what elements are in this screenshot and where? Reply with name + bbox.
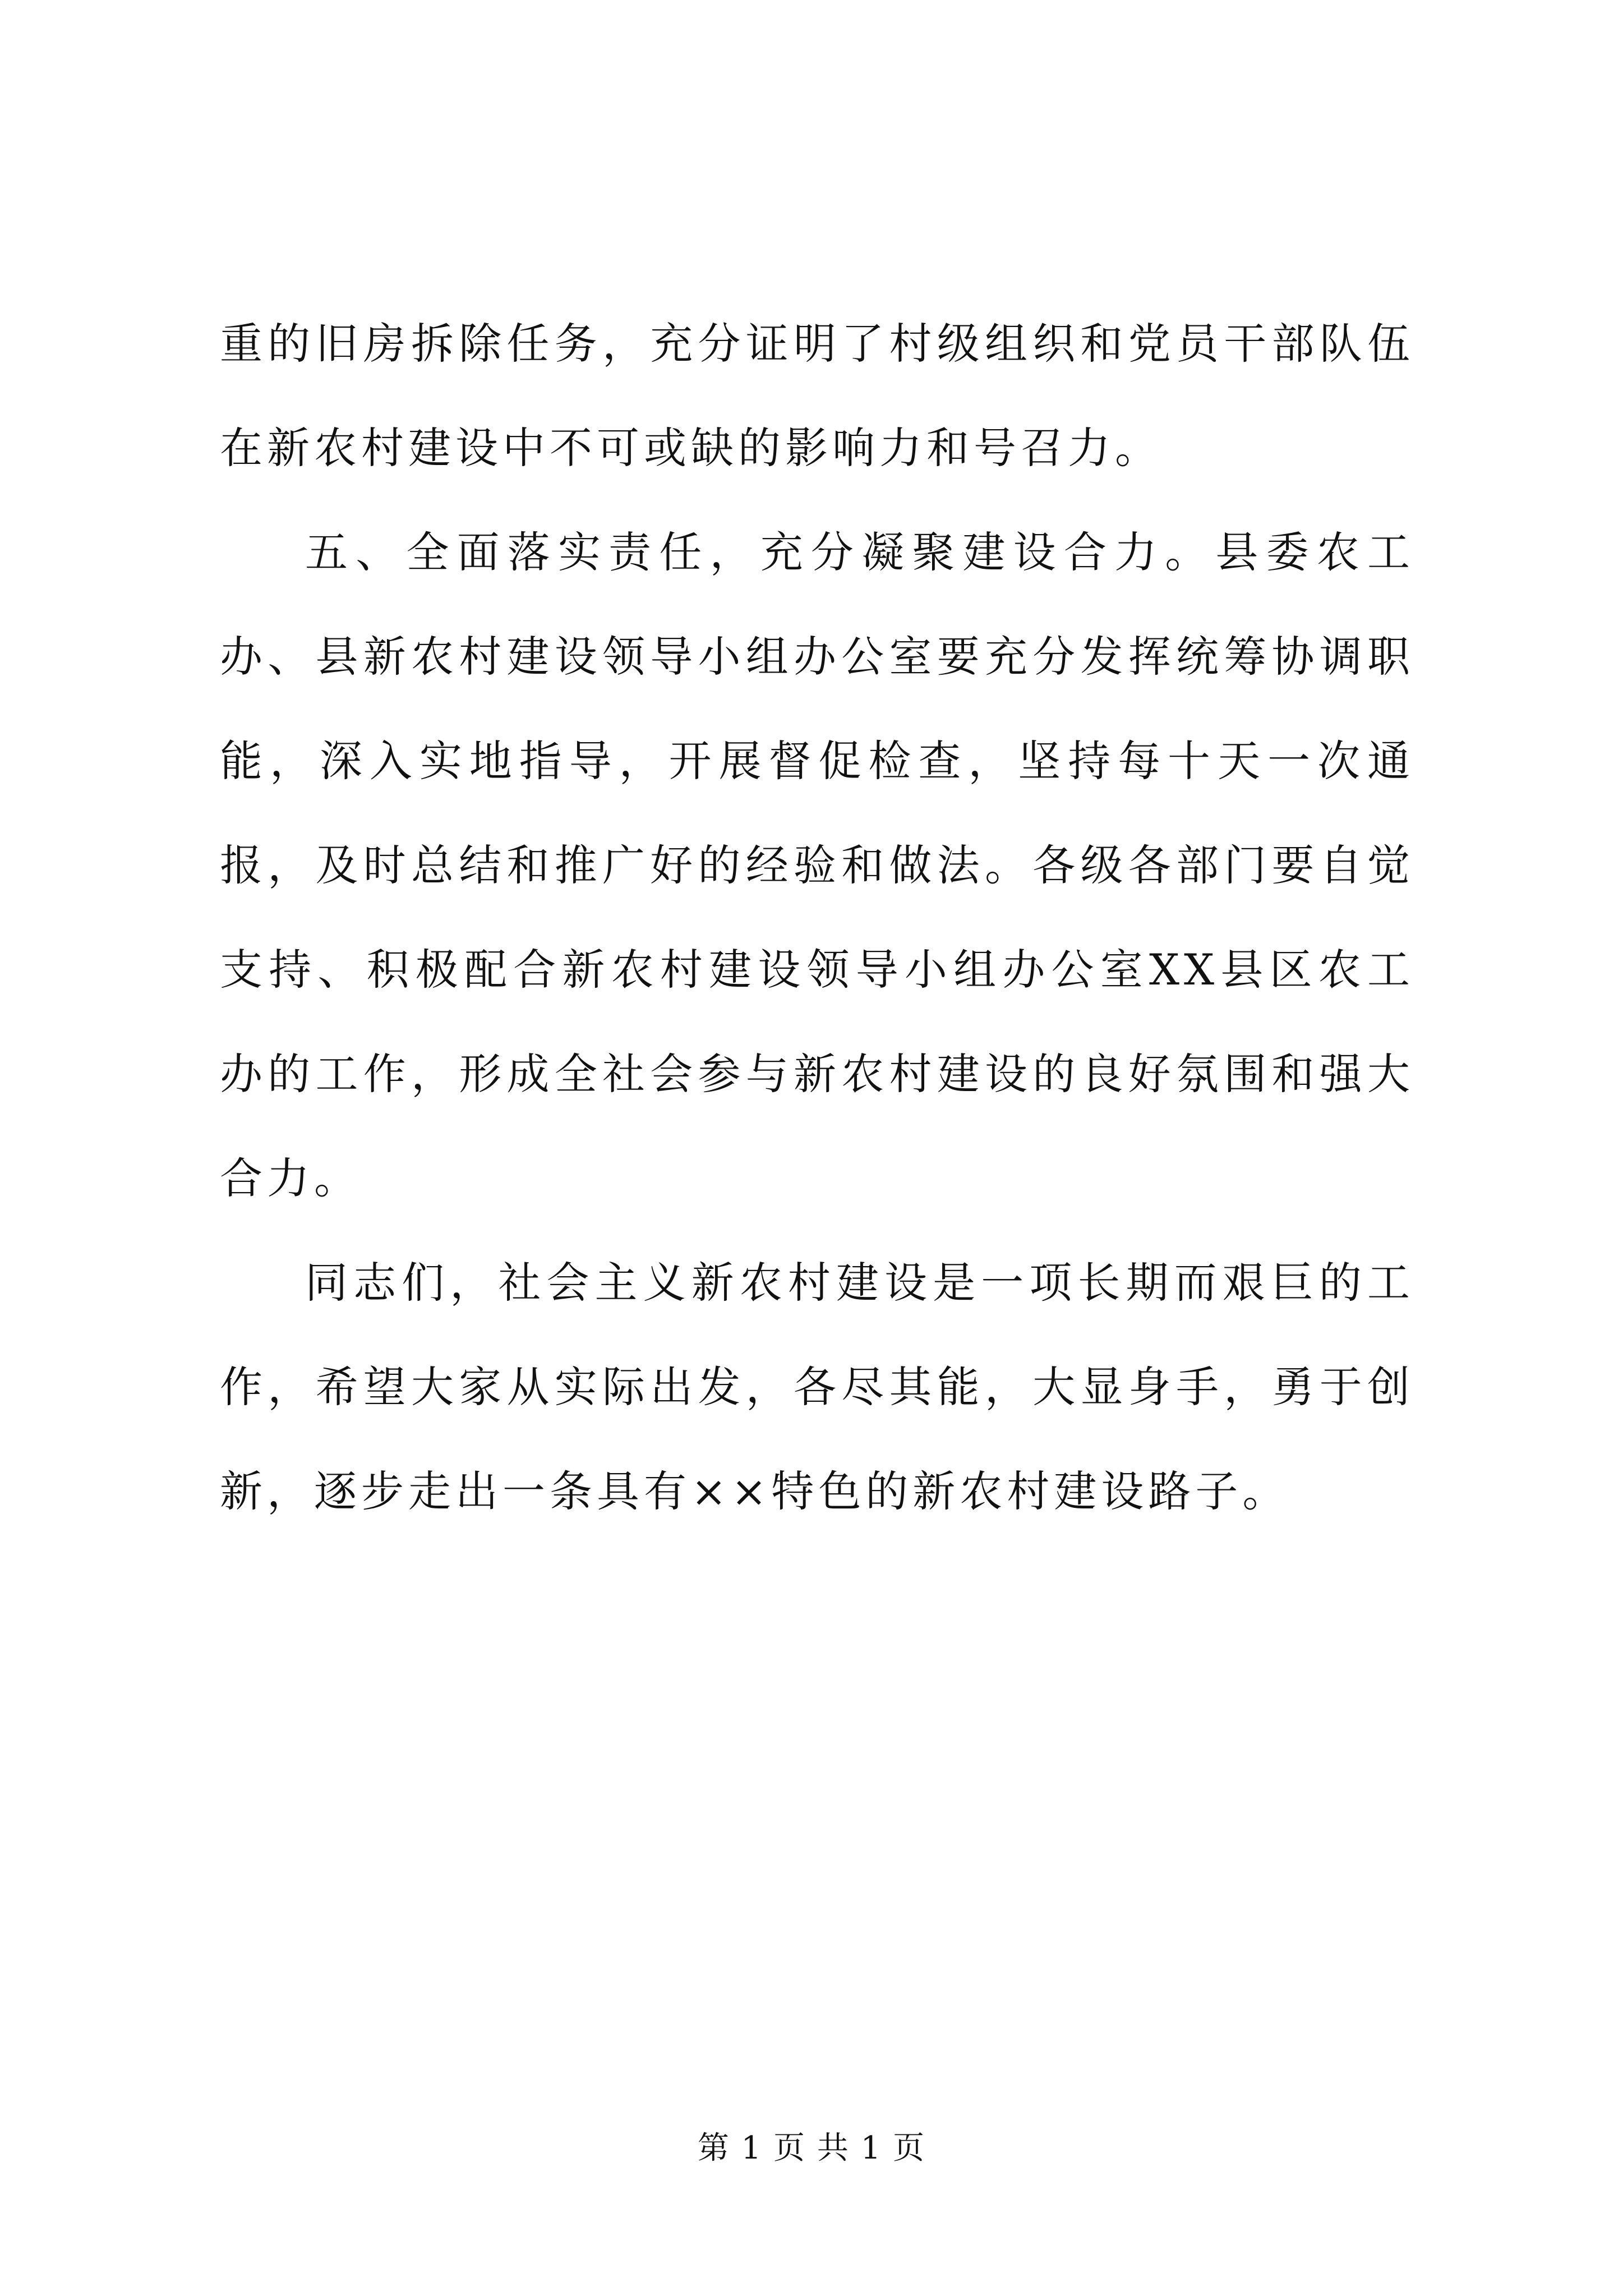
paragraph-section-five: 五、全面落实责任，充分凝聚建设合力。县委农工办、县新农村建设领导小组办公室要充分发挥统筹协调职能，深入实地指导，开展督促检查，坚持每十天一次通报，及时总结和推广好的经验和做法。各级各部门要自觉支持、积极配合新农村建设领导小组办公室XX县区农工办的工作，形成全社会参与新农村建设的良好氛围和强大合力。 bbox=[220, 527, 1414, 1203]
paragraph-closing: 同志们，社会主义新农村建设是一项长期而艰巨的工作，希望大家从实际出发，各尽其能，大显身手，勇于创新，逐步走出一条具有××特色的新农村建设路子。 bbox=[220, 1258, 1414, 1516]
page-number-footer: 第 1 页 共 1 页 bbox=[697, 2130, 926, 2166]
document-body bbox=[220, 292, 1414, 1544]
paragraph-continuation: 重的旧房拆除任务，充分证明了村级组织和党员干部队伍在新农村建设中不可或缺的影响力和号召力。 bbox=[220, 319, 1414, 473]
